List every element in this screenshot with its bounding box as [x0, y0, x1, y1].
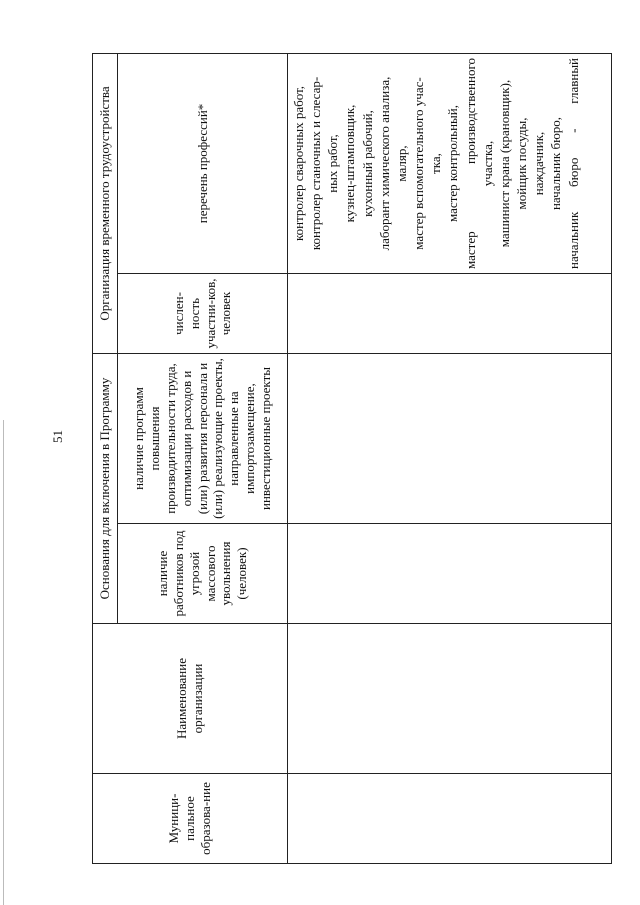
profession-item: кузнец-штамповщик,: [342, 104, 358, 223]
profession-item: мастер вспомогательного учас-: [411, 77, 427, 250]
profession-item: ных работ,: [325, 134, 341, 193]
header-employment-group: Организация временного трудоустройства: [93, 53, 118, 353]
profession-item: лаборант химического анализа,: [376, 76, 392, 251]
profession-item: начальник бюро,: [548, 116, 564, 211]
profession-item: кухонный рабочий,: [359, 110, 375, 217]
cell-basis-workers: [288, 524, 612, 624]
profession-word: мастер: [462, 231, 478, 269]
header-organization: Наименование организации: [93, 624, 288, 774]
cell-professions: [288, 53, 612, 273]
profession-item: контролер сварочных работ,: [291, 85, 306, 242]
profession-item: [462, 58, 479, 269]
header-basis-group: Основания для включения в Программу: [93, 354, 118, 624]
cell-basis-programs: [288, 354, 612, 524]
header-basis-workers: наличие работников под угрозой массового увольнения (человек): [118, 524, 288, 624]
page-number: 51: [50, 430, 65, 443]
profession-word: начальник: [565, 211, 581, 269]
profession-item: [565, 58, 582, 269]
scan-edge: [3, 420, 4, 905]
header-professions-list: перечень профессий*: [118, 53, 288, 273]
profession-item: тка,: [428, 153, 444, 174]
profession-item: машинист крана (крановщик),: [496, 79, 512, 248]
profession-word: -: [565, 128, 581, 133]
profession-item: мастер контрольный,: [445, 105, 461, 222]
cell-organization: [288, 624, 612, 774]
header-basis-programs: наличие программ повышения производительности труда, оптимизации расходов и (или) развития персонала и (или) реализующие проекты, направленные на импортозамещение, инвестиционные проекты: [118, 354, 288, 524]
professions-list: [290, 58, 582, 269]
profession-item: участка,: [479, 140, 495, 187]
cell-municipality: [288, 774, 612, 864]
header-municipality: Муници-пальное образова-ние: [93, 774, 288, 864]
profession-item: контролер станочных и слесар-: [308, 76, 324, 251]
rotated-table-wrapper: [92, 54, 612, 864]
profession-word: производственного: [462, 57, 478, 165]
header-participants-count: числен-ность участни-ков, человек: [118, 274, 288, 354]
profession-word: главный: [565, 57, 581, 104]
profession-item: маляр,: [393, 145, 409, 182]
profession-item: наждачник,: [531, 131, 547, 196]
profession-item: мойщик посуды,: [514, 117, 530, 210]
profession-word: бюро: [565, 157, 581, 187]
employment-program-table: [92, 53, 612, 864]
cell-participants-count: [288, 274, 612, 354]
